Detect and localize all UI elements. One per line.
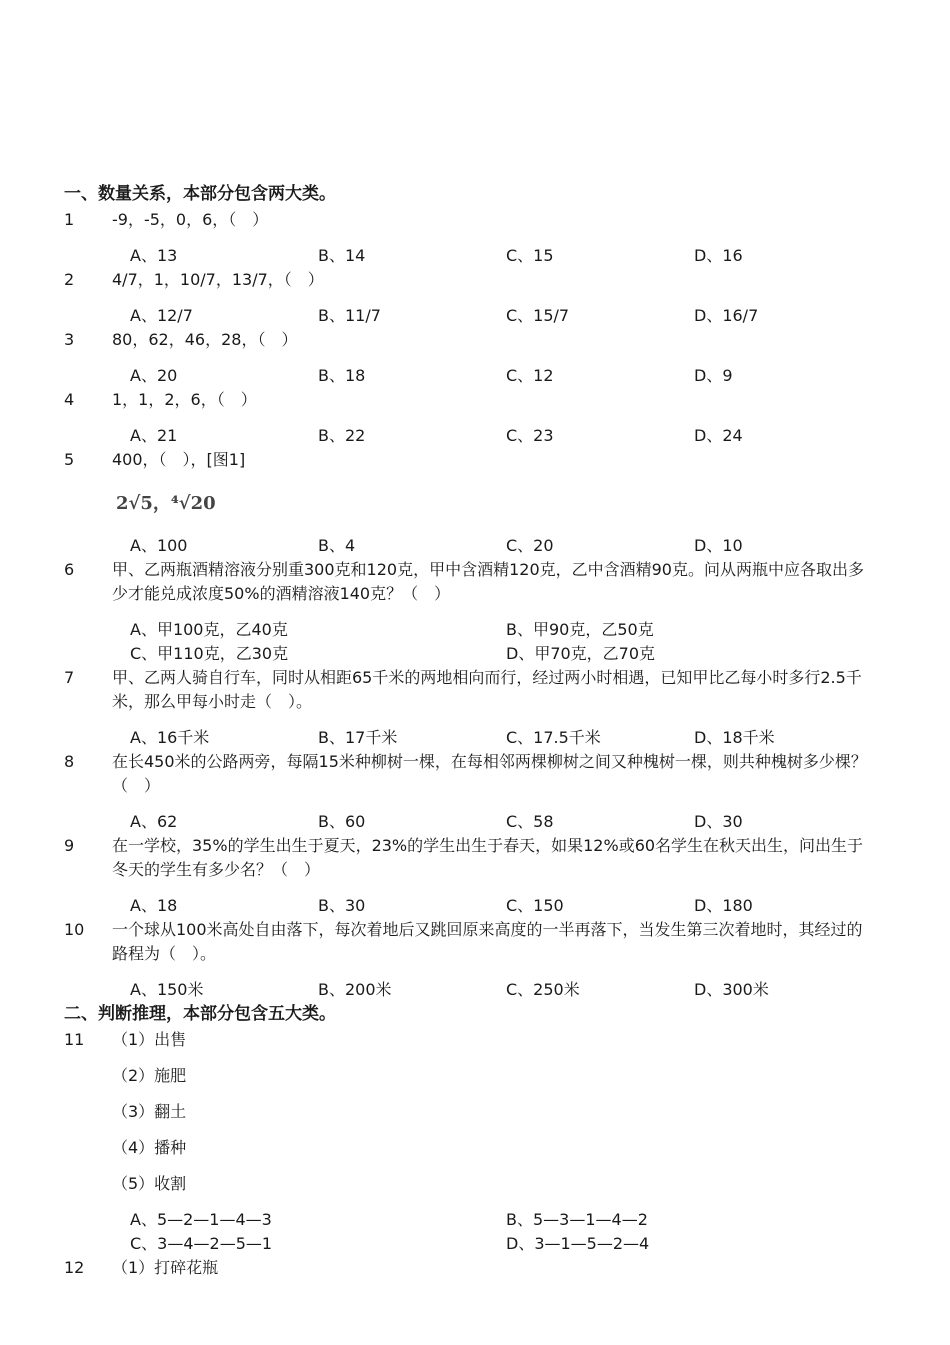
option-c[interactable]: C、12 <box>506 366 554 385</box>
option-a[interactable]: A、21 <box>130 426 178 445</box>
question-text: 400，（ ），[图1] <box>112 450 246 469</box>
option-d[interactable]: D、9 <box>694 366 733 385</box>
option-c[interactable]: C、17.5千米 <box>506 728 601 747</box>
question-text: 一个球从100米高处自由落下，每次着地后又跳回原来高度的一半再落下，当发生第三次着地时，其经过的路程为（ ）。 <box>112 920 863 963</box>
question-text: 甲、乙两瓶酒精溶液分别重300克和120克，甲中含酒精120克，乙中含酒精90克。问从两瓶中应各取出多少才能兑成浓度50%的酒精溶液140克？（ ） <box>112 560 864 603</box>
option-a[interactable]: A、20 <box>130 366 178 385</box>
list-item: （3）翻土 <box>112 1102 187 1121</box>
option-a[interactable]: A、12/7 <box>130 306 193 325</box>
question-text: -9，-5，0，6，（ ） <box>112 210 269 229</box>
question-text: 甲、乙两人骑自行车，同时从相距65千米的两地相向而行，经过两小时相遇，已知甲比乙每小时多行2.5千米，那么甲每小时走（ ）。 <box>112 668 862 711</box>
question-text: 在一学校，35%的学生出生于夏天，23%的学生出生于春天，如果12%或60名学生在秋天出生，问出生于冬天的学生有多少名？（ ） <box>112 836 864 879</box>
option-c[interactable]: C、23 <box>506 426 554 445</box>
option-a[interactable]: A、16千米 <box>130 728 210 747</box>
option-d[interactable]: D、180 <box>694 896 753 915</box>
option-b[interactable]: B、60 <box>318 812 366 831</box>
option-d[interactable]: D、300米 <box>694 980 769 999</box>
option-b[interactable]: B、18 <box>318 366 366 385</box>
question-text: 80，62，46，28，（ ） <box>112 330 298 349</box>
list-item: （1）打碎花瓶 <box>112 1258 219 1277</box>
question-number: 8 <box>64 752 75 771</box>
option-d[interactable]: D、30 <box>694 812 743 831</box>
question-number: 9 <box>64 836 75 855</box>
option-c[interactable]: C、58 <box>506 812 554 831</box>
list-item: （2）施肥 <box>112 1066 187 1085</box>
option-a[interactable]: A、150米 <box>130 980 204 999</box>
question-number: 10 <box>64 920 85 939</box>
option-a[interactable]: A、18 <box>130 896 178 915</box>
option-b[interactable]: B、4 <box>318 536 356 555</box>
option-a[interactable]: A、5—2—1—4—3 <box>130 1210 272 1229</box>
option-c[interactable]: C、150 <box>506 896 564 915</box>
list-item: （4）播种 <box>112 1138 187 1157</box>
option-a[interactable]: A、62 <box>130 812 178 831</box>
option-b[interactable]: B、17千米 <box>318 728 398 747</box>
list-item: （1）出售 <box>112 1030 187 1049</box>
question-number: 5 <box>64 450 75 469</box>
option-b[interactable]: B、5—3—1—4—2 <box>506 1210 648 1229</box>
option-a[interactable]: A、100 <box>130 536 188 555</box>
question-number: 4 <box>64 390 75 409</box>
option-a[interactable]: A、甲100克，乙40克 <box>130 620 288 639</box>
option-c[interactable]: C、20 <box>506 536 554 555</box>
question-text: 1，1，2，6，（ ） <box>112 390 257 409</box>
section-heading-2: 二、判断推理，本部分包含五大类。 <box>64 1004 336 1024</box>
option-c[interactable]: C、甲110克，乙30克 <box>130 644 289 663</box>
option-c[interactable]: C、15 <box>506 246 554 265</box>
question-number: 3 <box>64 330 75 349</box>
option-d[interactable]: D、3—1—5—2—4 <box>506 1234 650 1253</box>
option-b[interactable]: B、11/7 <box>318 306 381 325</box>
option-a[interactable]: A、13 <box>130 246 178 265</box>
option-b[interactable]: B、22 <box>318 426 366 445</box>
question-number: 11 <box>64 1030 85 1049</box>
option-d[interactable]: D、10 <box>694 536 743 555</box>
option-b[interactable]: B、30 <box>318 896 366 915</box>
question-text: 在长450米的公路两旁，每隔15米种柳树一棵，在每相邻两棵柳树之间又种槐树一棵，则共种槐树多少棵？（ ） <box>112 752 867 795</box>
question-number: 1 <box>64 210 75 229</box>
formula-image: 2√5，⁴√20 <box>116 493 216 514</box>
question-number: 6 <box>64 560 75 579</box>
section-heading-1: 一、数量关系，本部分包含两大类。 <box>64 184 336 204</box>
question-number: 12 <box>64 1258 85 1277</box>
option-d[interactable]: D、24 <box>694 426 743 445</box>
option-c[interactable]: C、250米 <box>506 980 580 999</box>
question-number: 7 <box>64 668 75 687</box>
option-d[interactable]: D、16 <box>694 246 743 265</box>
option-d[interactable]: D、甲70克，乙70克 <box>506 644 656 663</box>
option-d[interactable]: D、18千米 <box>694 728 775 747</box>
option-b[interactable]: B、甲90克，乙50克 <box>506 620 654 639</box>
option-d[interactable]: D、16/7 <box>694 306 759 325</box>
option-c[interactable]: C、3—4—2—5—1 <box>130 1234 273 1253</box>
list-item: （5）收割 <box>112 1174 187 1193</box>
option-b[interactable]: B、14 <box>318 246 366 265</box>
option-b[interactable]: B、200米 <box>318 980 392 999</box>
option-c[interactable]: C、15/7 <box>506 306 570 325</box>
question-text: 4/7，1，10/7，13/7，（ ） <box>112 270 324 289</box>
question-number: 2 <box>64 270 75 289</box>
